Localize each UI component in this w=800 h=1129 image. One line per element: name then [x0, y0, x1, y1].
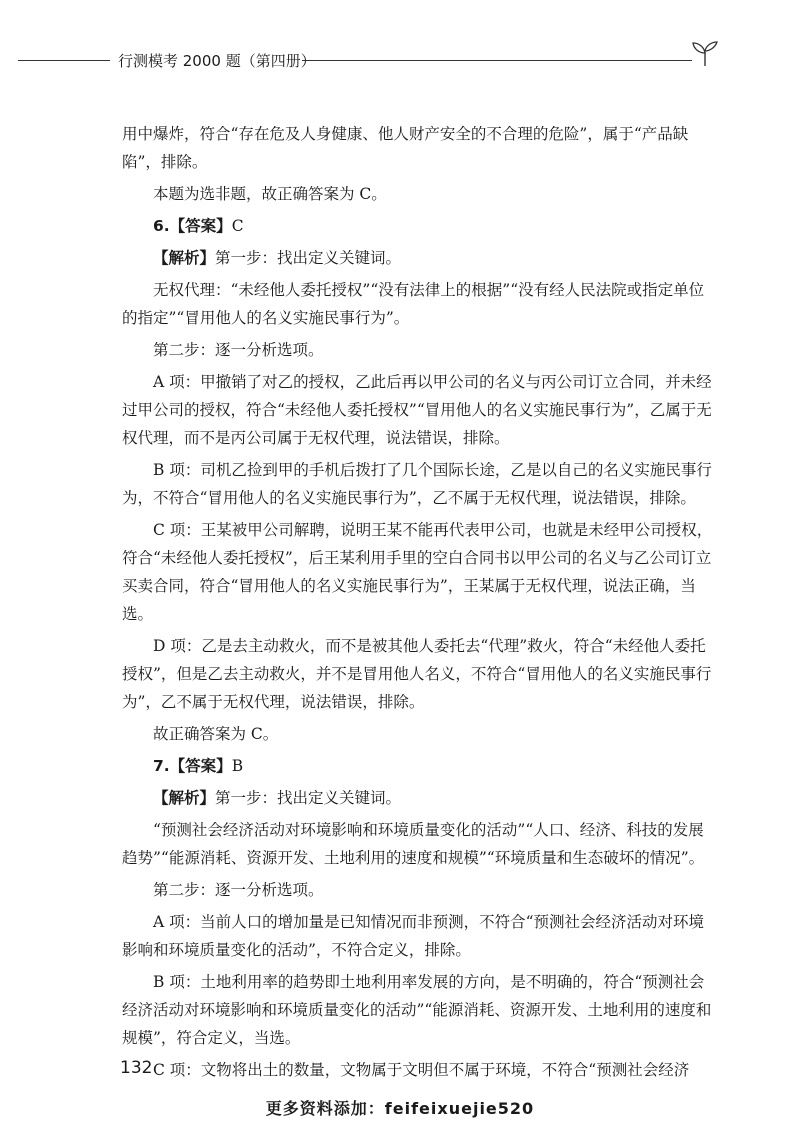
- paragraph: 用中爆炸，符合“存在危及人身健康、他人财产安全的不合理的危险”，属于“产品缺陷”，排除。: [122, 125, 689, 171]
- header-rule-left: [18, 60, 110, 61]
- answer-line-q6: [122, 212, 718, 240]
- option-analysis-b: B 项：土地利用率的趋势即土地利用率发展的方向，是不明确的，符合“预测社会经济活动对环境影响和环境质量变化的活动”“能源消耗、资源开发、土地利用的速度和规模”，符合定义，当选。: [122, 973, 712, 1047]
- analysis-line-q6: [122, 244, 718, 272]
- option-analysis-c: C 项：王某被甲公司解聘，说明王某不能再代表甲公司，也就是未经甲公司授权，符合“未经他人委托授权”，后王某利用手里的空白合同书以甲公司的名义与乙公司订立买卖合同，符合“冒用他人的名义实施民事行为”，王某属于无权代理，说法正确，当选。: [122, 521, 713, 623]
- answer-value: C: [231, 217, 244, 235]
- analysis-text: 第一步：找出定义关键词。: [215, 249, 402, 267]
- analysis-label: 【解析】: [153, 249, 216, 267]
- conclusion: 故正确答案为 C。: [153, 725, 279, 743]
- analysis-label: 【解析】: [153, 789, 216, 807]
- option-analysis-a: A 项：甲撤销了对乙的授权，乙此后再以甲公司的名义与丙公司订立合同，并未经过甲公司的授权，符合“未经他人委托授权”“冒用他人的名义实施民事行为”，乙属于无权代理，而不是丙公司属于无权代理，说法错误，排除。: [122, 373, 712, 447]
- answer-label: 7.【答案】: [153, 757, 232, 775]
- sprout-icon: [690, 40, 720, 68]
- paragraph: 无权代理：“未经他人委托授权”“没有法律上的根据”“没有经人民法院或指定单位的指定”“冒用他人的名义实施民事行为”。: [122, 281, 705, 327]
- paragraph: 第二步：逐一分析选项。: [153, 341, 324, 359]
- paragraph: “预测社会经济活动对环境影响和环境质量变化的活动”“人口、经济、科技的发展趋势”“能源消耗、资源开发、土地利用的速度和规模”“环境质量和生态破坏的情况”。: [122, 821, 705, 867]
- option-analysis-b: B 项：司机乙捡到甲的手机后拨打了几个国际长途，乙是以自己的名义实施民事行为，不符合“冒用他人的名义实施民事行为”，乙不属于无权代理，说法错误，排除。: [122, 461, 712, 507]
- option-analysis-a: A 项：当前人口的增加量是已知情况而非预测，不符合“预测社会经济活动对环境影响和环境质量变化的活动”，不符合定义，排除。: [122, 913, 705, 959]
- answer-label: 6.【答案】: [153, 217, 232, 235]
- option-analysis-c: C 项：文物将出土的数量，文物属于文明但不属于环境，不符合“预测社会经济: [153, 1061, 690, 1079]
- page-body: [122, 120, 718, 1084]
- paragraph: 本题为选非题，故正确答案为 C。: [153, 185, 387, 203]
- option-analysis-d: D 项：乙是去主动救火，而不是被其他人委托去“代理”救火，符合“未经他人委托授权”，但是乙去主动救火，并不是冒用他人名义，不符合“冒用他人的名义实施民事行为”，乙不属于无权代理，说法错误，排除。: [122, 637, 712, 711]
- page-number: 132: [120, 1058, 153, 1078]
- header-rule-right: [302, 60, 692, 61]
- analysis-line-q7: [122, 784, 718, 812]
- header-title: 行测模考 2000 题（第四册）: [118, 52, 316, 70]
- answer-line-q7: [122, 752, 718, 780]
- analysis-text: 第一步：找出定义关键词。: [215, 789, 402, 807]
- footer-watermark: 更多资料添加：feifeixuejie520: [265, 1099, 535, 1118]
- paragraph: 第二步：逐一分析选项。: [153, 881, 324, 899]
- answer-value: B: [231, 757, 244, 775]
- page-header: [0, 40, 800, 80]
